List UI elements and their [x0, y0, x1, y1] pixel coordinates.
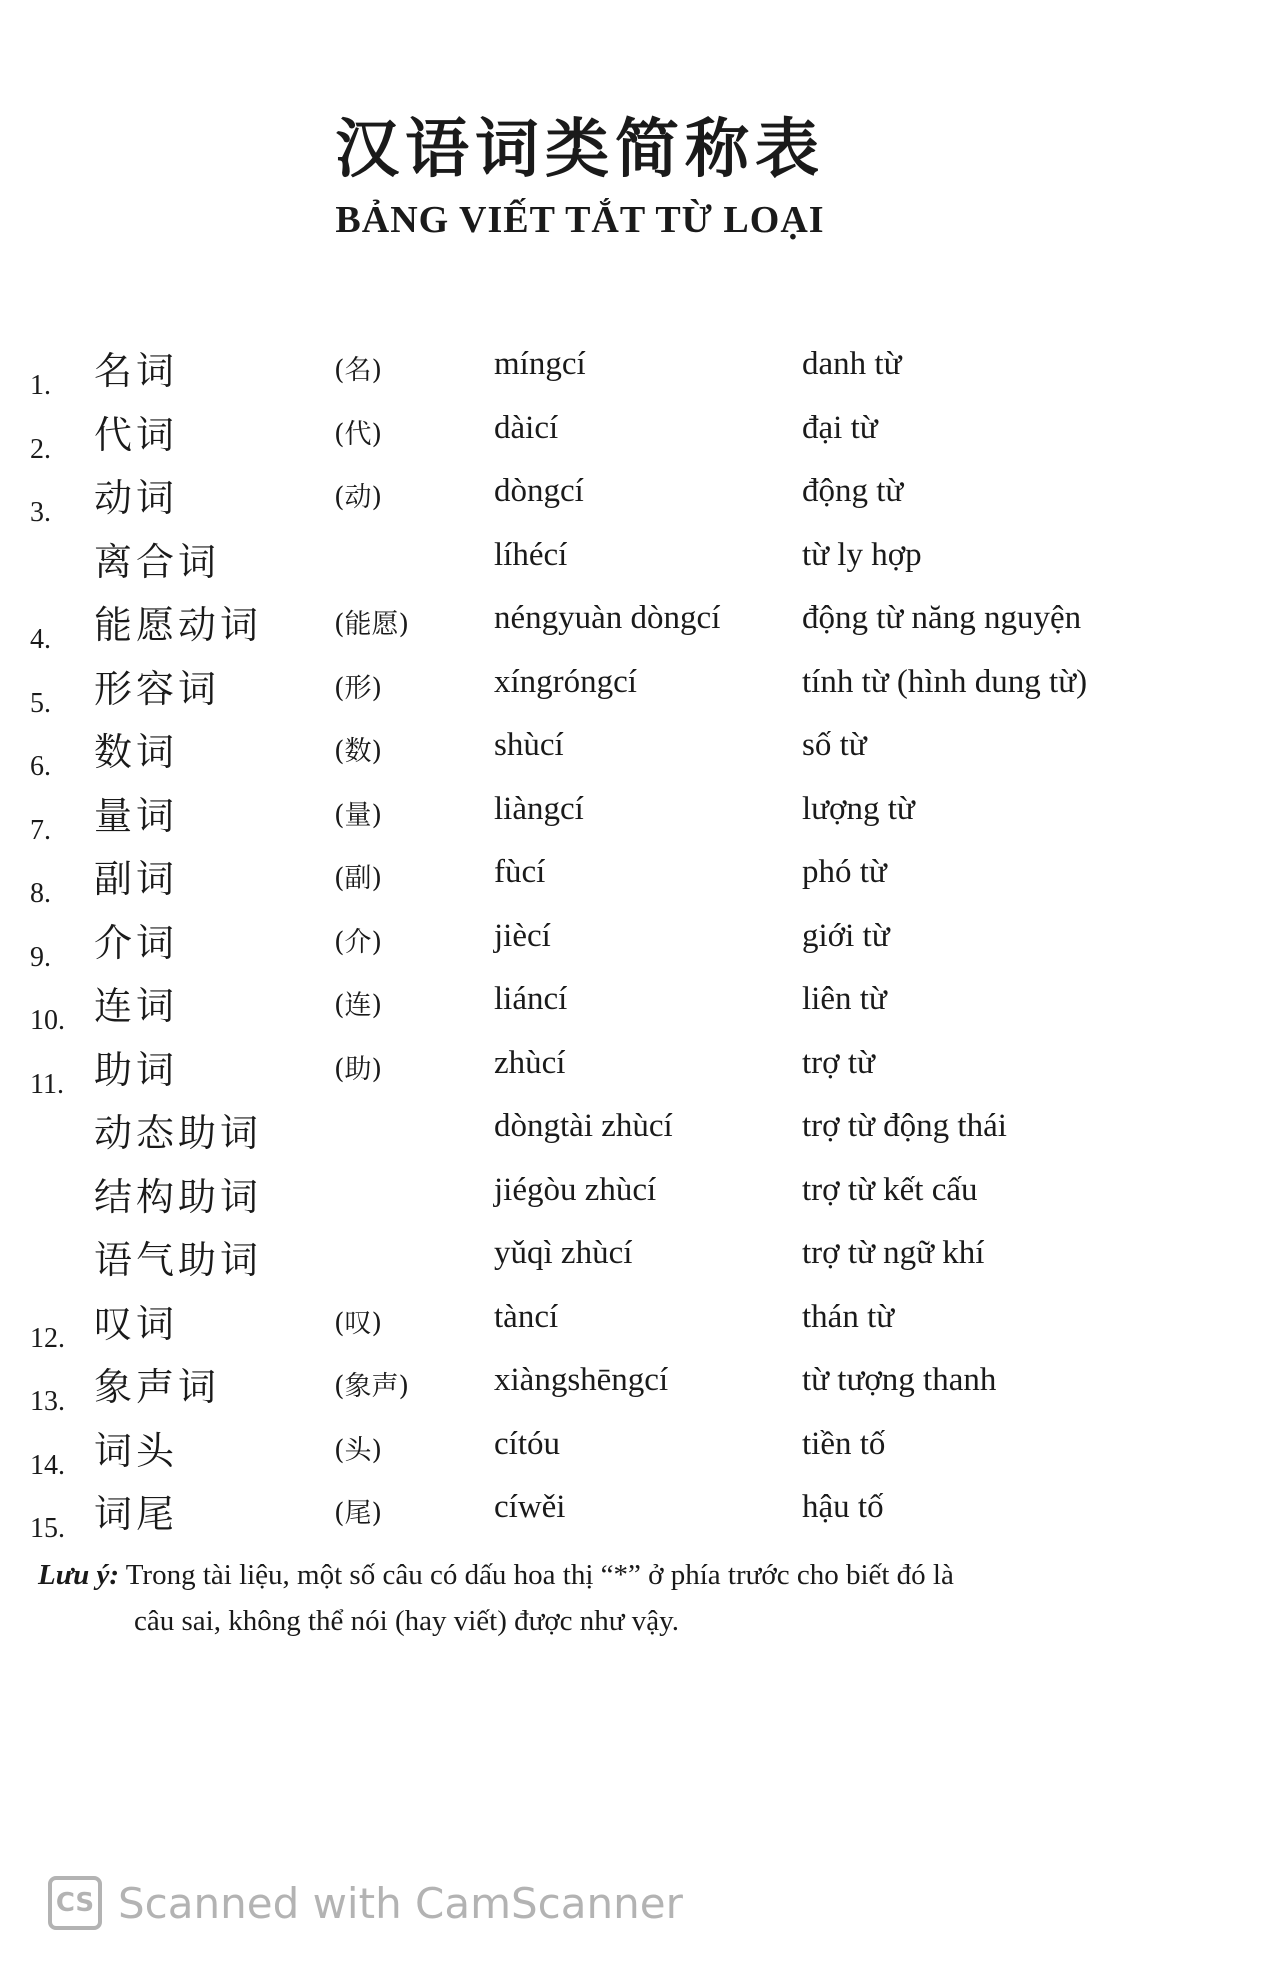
vietnamese-meaning: tiền tố: [802, 1425, 886, 1462]
vietnamese-meaning: giới từ: [802, 917, 890, 954]
vietnamese-meaning: đại từ: [802, 409, 878, 446]
pinyin: liàngcí: [494, 790, 584, 827]
abbreviation: (连): [334, 990, 383, 1021]
table-row: [30, 1483, 1150, 1547]
pinyin: jiégòu zhùcí: [494, 1171, 657, 1208]
chinese-word: 数词: [94, 730, 179, 774]
chinese-word: 量词: [94, 793, 179, 838]
note: [38, 1552, 1148, 1644]
vietnamese-meaning: hậu tố: [802, 1489, 884, 1525]
pinyin: jiècí: [494, 917, 551, 954]
vietnamese-meaning: trợ từ: [802, 1044, 875, 1081]
row-number: 1.: [30, 370, 51, 401]
vietnamese-meaning: tính từ (hình dung từ): [802, 663, 1088, 700]
pinyin: zhùcí: [494, 1044, 566, 1081]
pinyin: yǔqì zhùcí: [494, 1235, 633, 1271]
abbreviation: (象声): [334, 1371, 410, 1402]
row-number: 9.: [30, 941, 51, 973]
pinyin: fùcí: [494, 854, 546, 890]
row-number: 10.: [30, 1005, 65, 1036]
chinese-word: 象声词: [94, 1365, 221, 1409]
table-row: [30, 1039, 1150, 1103]
table-row: [30, 1102, 1150, 1166]
vietnamese-meaning: danh từ: [802, 346, 902, 382]
vietnamese-meaning: trợ từ kết cấu: [802, 1171, 978, 1208]
camscanner-watermark: [48, 1876, 683, 1930]
row-number: 12.: [30, 1322, 65, 1354]
table-row: [30, 404, 1150, 468]
table-row: [30, 1293, 1150, 1357]
chinese-word: 能愿动词: [94, 603, 263, 647]
row-number: 15.: [30, 1513, 65, 1544]
chinese-word: 语气助词: [94, 1238, 263, 1282]
abbreviation: (数): [334, 736, 383, 767]
chinese-word: 动态助词: [94, 1111, 263, 1155]
chinese-word: 代词: [94, 412, 179, 457]
vietnamese-meaning: động từ năng nguyện: [802, 600, 1082, 636]
abbreviation: (名): [334, 355, 383, 386]
pinyin: liáncí: [494, 981, 568, 1017]
note-line-2: câu sai, không thể nói (hay viết) được như vậy.: [134, 1605, 679, 1637]
row-number: 7.: [30, 814, 51, 846]
abbreviation: (代): [334, 418, 383, 450]
row-number: 6.: [30, 751, 51, 782]
chinese-word: 词尾: [94, 1492, 179, 1536]
abbreviation: (能愿): [334, 609, 410, 640]
vietnamese-meaning: thán từ: [802, 1298, 895, 1335]
table-row: [30, 1420, 1150, 1484]
table-row: [30, 975, 1150, 1039]
vietnamese-meaning: lượng từ: [802, 790, 915, 827]
table-row: [30, 1166, 1150, 1230]
chinese-word: 离合词: [94, 539, 221, 584]
pinyin: xiàngshēngcí: [494, 1362, 669, 1398]
row-number: 4.: [30, 624, 51, 655]
table-row: [30, 658, 1150, 722]
pinyin: dòngcí: [494, 473, 584, 509]
table-row: [30, 848, 1150, 912]
abbreviation: (动): [334, 482, 383, 513]
row-number: 14.: [30, 1449, 65, 1481]
abbreviation-table: [30, 340, 1150, 1547]
chinese-word: 助词: [94, 1047, 179, 1092]
table-row: [30, 467, 1150, 531]
pinyin: cíwěi: [494, 1489, 566, 1525]
row-number: 13.: [30, 1386, 65, 1417]
table-row: [30, 1229, 1150, 1293]
abbreviation: (助): [334, 1053, 383, 1085]
pinyin: tàncí: [494, 1298, 559, 1335]
pinyin: cítóu: [494, 1425, 560, 1462]
table-row: [30, 785, 1150, 849]
vietnamese-meaning: liên từ: [802, 981, 887, 1017]
camscanner-logo-icon: CS: [48, 1876, 102, 1930]
row-number: 8.: [30, 878, 51, 909]
vietnamese-meaning: số từ: [802, 727, 867, 763]
watermark-text: Scanned with CamScanner: [118, 1878, 683, 1928]
pinyin: líhécí: [494, 536, 568, 573]
table-row: [30, 721, 1150, 785]
chinese-word: 形容词: [94, 666, 221, 711]
chinese-word: 副词: [94, 857, 179, 901]
abbreviation: (叹): [334, 1307, 383, 1339]
table-row: [30, 340, 1150, 404]
pinyin: míngcí: [494, 346, 586, 382]
vietnamese-meaning: trợ từ động thái: [802, 1108, 1007, 1144]
vietnamese-meaning: từ ly hợp: [802, 536, 922, 573]
title-chinese: 汉语词类简称表: [335, 112, 825, 187]
chinese-word: 词头: [94, 1428, 179, 1473]
note-label: Lưu ý:: [38, 1559, 119, 1591]
row-number: 5.: [30, 687, 51, 719]
note-line-1: Trong tài liệu, một số câu có dấu hoa thị “*” ở phía trước cho biết đó là: [119, 1559, 954, 1591]
table-row: [30, 912, 1150, 976]
table-row: [30, 1356, 1150, 1420]
pinyin: dòngtài zhùcí: [494, 1108, 673, 1144]
table-row: [30, 594, 1150, 658]
chinese-word: 叹词: [94, 1301, 179, 1346]
row-number: 11.: [30, 1068, 64, 1100]
chinese-word: 介词: [94, 920, 179, 965]
pinyin: dàicí: [494, 409, 559, 446]
vietnamese-meaning: phó từ: [802, 854, 887, 890]
abbreviation: (形): [334, 672, 383, 704]
chinese-word: 连词: [94, 984, 179, 1028]
row-number: 2.: [30, 433, 51, 465]
row-number: 3.: [30, 497, 51, 528]
pinyin: néngyuàn dòngcí: [494, 600, 721, 636]
pinyin: xíngróngcí: [494, 663, 637, 700]
chinese-word: 结构助词: [94, 1174, 263, 1219]
abbreviation: (头): [334, 1434, 383, 1466]
abbreviation: (量): [334, 799, 383, 831]
vietnamese-meaning: động từ: [802, 473, 904, 509]
pinyin: shùcí: [494, 727, 564, 763]
vietnamese-meaning: trợ từ ngữ khí: [802, 1235, 985, 1271]
chinese-word: 名词: [94, 349, 179, 393]
chinese-word: 动词: [94, 476, 179, 520]
abbreviation: (副): [334, 863, 383, 894]
vietnamese-meaning: từ tượng thanh: [802, 1362, 997, 1398]
title-vietnamese: BẢNG VIẾT TẮT TỪ LOẠI: [335, 199, 825, 241]
abbreviation: (介): [334, 926, 383, 958]
table-row: [30, 531, 1150, 595]
abbreviation: (尾): [334, 1498, 383, 1529]
